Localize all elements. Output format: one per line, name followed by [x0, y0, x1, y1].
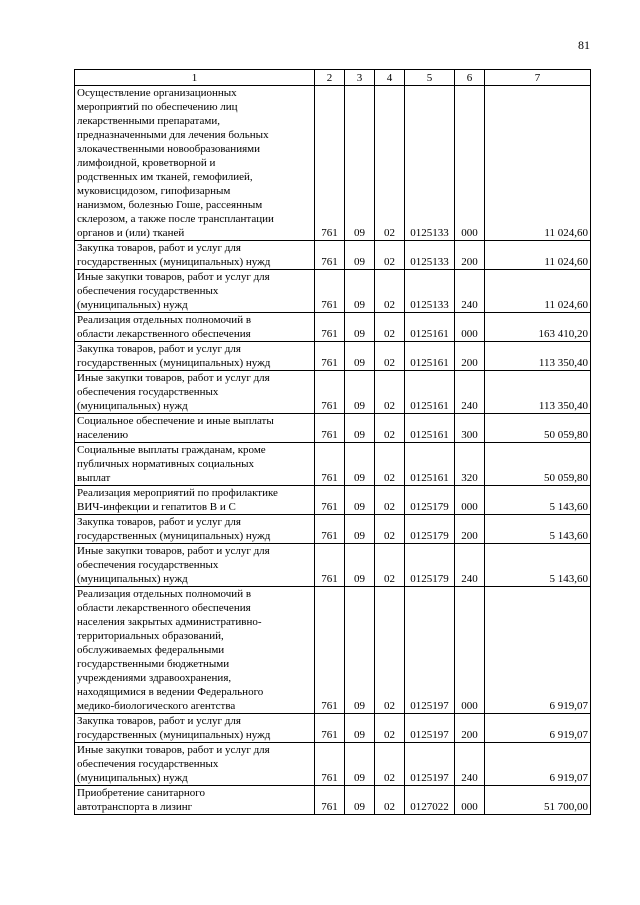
- section-code: 09: [345, 371, 375, 414]
- table-row: [75, 544, 591, 587]
- subsection-code: 02: [375, 414, 405, 443]
- subsection-code: 02: [375, 270, 405, 313]
- admin-code: 761: [315, 241, 345, 270]
- subsection-code: 02: [375, 714, 405, 743]
- column-header: 1: [75, 70, 315, 86]
- section-code: 09: [345, 587, 375, 714]
- table-row: [75, 270, 591, 313]
- admin-code: 761: [315, 714, 345, 743]
- table-row: [75, 786, 591, 815]
- amount: 5 143,60: [485, 544, 591, 587]
- table-row: [75, 371, 591, 414]
- section-code: 09: [345, 486, 375, 515]
- subsection-code: 02: [375, 443, 405, 486]
- expense-type-code: 000: [455, 587, 485, 714]
- expense-type-code: 000: [455, 486, 485, 515]
- expense-type-code: 320: [455, 443, 485, 486]
- expense-type-code: 000: [455, 786, 485, 815]
- amount: 6 919,07: [485, 587, 591, 714]
- admin-code: 761: [315, 86, 345, 241]
- subsection-code: 02: [375, 241, 405, 270]
- row-description: Социальное обеспечение и иные выплаты населению: [75, 414, 315, 443]
- expense-type-code: 200: [455, 342, 485, 371]
- row-description: Иные закупки товаров, работ и услуг для обеспечения государственных (муниципальных) нужд: [75, 544, 315, 587]
- table-row: [75, 743, 591, 786]
- expense-type-code: 200: [455, 515, 485, 544]
- table-row: [75, 313, 591, 342]
- column-header: 5: [405, 70, 455, 86]
- section-code: 09: [345, 443, 375, 486]
- amount: 163 410,20: [485, 313, 591, 342]
- admin-code: 761: [315, 443, 345, 486]
- admin-code: 761: [315, 486, 345, 515]
- subsection-code: 02: [375, 313, 405, 342]
- admin-code: 761: [315, 587, 345, 714]
- amount: 11 024,60: [485, 86, 591, 241]
- subsection-code: 02: [375, 786, 405, 815]
- row-description: Реализация отдельных полномочий в области лекарственного обеспечения: [75, 313, 315, 342]
- section-code: 09: [345, 270, 375, 313]
- section-code: 09: [345, 743, 375, 786]
- expense-type-code: 200: [455, 714, 485, 743]
- table-row: [75, 241, 591, 270]
- expense-type-code: 240: [455, 371, 485, 414]
- table-row: [75, 414, 591, 443]
- row-description: Реализация мероприятий по профилактике ВИЧ-инфекции и гепатитов В и С: [75, 486, 315, 515]
- budget-table: [74, 69, 591, 815]
- amount: 11 024,60: [485, 241, 591, 270]
- subsection-code: 02: [375, 371, 405, 414]
- subsection-code: 02: [375, 486, 405, 515]
- amount: 11 024,60: [485, 270, 591, 313]
- expense-type-code: 300: [455, 414, 485, 443]
- row-description: Осуществление организационных мероприятий по обеспечению лиц лекарственными препаратами, предназначенными для лечения больных злокачественными новообразованиями лимфоидной, кроветворной и родственных им тканей, гемофилией, муковисцидозом, гипофизарным нанизмом, болезнью Гоше, рассеянным склерозом, а также после трансплантации органов и (или) тканей: [75, 86, 315, 241]
- row-description: Иные закупки товаров, работ и услуг для обеспечения государственных (муниципальных) нужд: [75, 371, 315, 414]
- expense-type-code: 240: [455, 270, 485, 313]
- target-article-code: 0125197: [405, 714, 455, 743]
- row-description: Приобретение санитарного автотранспорта в лизинг: [75, 786, 315, 815]
- amount: 51 700,00: [485, 786, 591, 815]
- admin-code: 761: [315, 342, 345, 371]
- admin-code: 761: [315, 743, 345, 786]
- table-row: [75, 714, 591, 743]
- amount: 6 919,07: [485, 714, 591, 743]
- expense-type-code: 000: [455, 313, 485, 342]
- amount: 113 350,40: [485, 342, 591, 371]
- target-article-code: 0125197: [405, 743, 455, 786]
- row-description: Иные закупки товаров, работ и услуг для обеспечения государственных (муниципальных) нужд: [75, 743, 315, 786]
- admin-code: 761: [315, 414, 345, 443]
- column-header: 3: [345, 70, 375, 86]
- amount: 5 143,60: [485, 515, 591, 544]
- target-article-code: 0125133: [405, 86, 455, 241]
- table-body: [75, 86, 591, 815]
- table-row: [75, 486, 591, 515]
- target-article-code: 0125133: [405, 270, 455, 313]
- row-description: Закупка товаров, работ и услуг для государственных (муниципальных) нужд: [75, 515, 315, 544]
- section-code: 09: [345, 786, 375, 815]
- table-row: [75, 86, 591, 241]
- target-article-code: 0125179: [405, 515, 455, 544]
- section-code: 09: [345, 241, 375, 270]
- target-article-code: 0125161: [405, 371, 455, 414]
- page-number: 81: [578, 38, 590, 52]
- admin-code: 761: [315, 515, 345, 544]
- amount: 5 143,60: [485, 486, 591, 515]
- target-article-code: 0125161: [405, 313, 455, 342]
- target-article-code: 0125133: [405, 241, 455, 270]
- row-description: Закупка товаров, работ и услуг для государственных (муниципальных) нужд: [75, 714, 315, 743]
- admin-code: 761: [315, 313, 345, 342]
- section-code: 09: [345, 714, 375, 743]
- row-description: Реализация отдельных полномочий в области лекарственного обеспечения населения закрытых административно- территориальных образований, обслуживаемых федеральными государственными бюджетными учреждениями здравоохранения, находящимися в ведении Федерального медико-биологического агентства: [75, 587, 315, 714]
- table-row: [75, 587, 591, 714]
- row-description: Закупка товаров, работ и услуг для государственных (муниципальных) нужд: [75, 241, 315, 270]
- header-row: [75, 70, 591, 86]
- column-header: 2: [315, 70, 345, 86]
- table-row: [75, 443, 591, 486]
- target-article-code: 0125179: [405, 486, 455, 515]
- section-code: 09: [345, 342, 375, 371]
- target-article-code: 0125197: [405, 587, 455, 714]
- admin-code: 761: [315, 786, 345, 815]
- table-row: [75, 342, 591, 371]
- target-article-code: 0125161: [405, 414, 455, 443]
- expense-type-code: 240: [455, 743, 485, 786]
- subsection-code: 02: [375, 515, 405, 544]
- subsection-code: 02: [375, 342, 405, 371]
- admin-code: 761: [315, 270, 345, 313]
- target-article-code: 0125161: [405, 342, 455, 371]
- amount: 50 059,80: [485, 443, 591, 486]
- target-article-code: 0125161: [405, 443, 455, 486]
- column-header: 6: [455, 70, 485, 86]
- column-header: 7: [485, 70, 591, 86]
- subsection-code: 02: [375, 587, 405, 714]
- table-row: [75, 515, 591, 544]
- section-code: 09: [345, 86, 375, 241]
- section-code: 09: [345, 515, 375, 544]
- amount: 113 350,40: [485, 371, 591, 414]
- expense-type-code: 240: [455, 544, 485, 587]
- row-description: Социальные выплаты гражданам, кроме публичных нормативных социальных выплат: [75, 443, 315, 486]
- subsection-code: 02: [375, 86, 405, 241]
- admin-code: 761: [315, 544, 345, 587]
- admin-code: 761: [315, 371, 345, 414]
- amount: 6 919,07: [485, 743, 591, 786]
- row-description: Закупка товаров, работ и услуг для государственных (муниципальных) нужд: [75, 342, 315, 371]
- section-code: 09: [345, 414, 375, 443]
- target-article-code: 0125179: [405, 544, 455, 587]
- row-description: Иные закупки товаров, работ и услуг для обеспечения государственных (муниципальных) нужд: [75, 270, 315, 313]
- expense-type-code: 000: [455, 86, 485, 241]
- section-code: 09: [345, 313, 375, 342]
- column-header: 4: [375, 70, 405, 86]
- target-article-code: 0127022: [405, 786, 455, 815]
- subsection-code: 02: [375, 743, 405, 786]
- section-code: 09: [345, 544, 375, 587]
- amount: 50 059,80: [485, 414, 591, 443]
- subsection-code: 02: [375, 544, 405, 587]
- expense-type-code: 200: [455, 241, 485, 270]
